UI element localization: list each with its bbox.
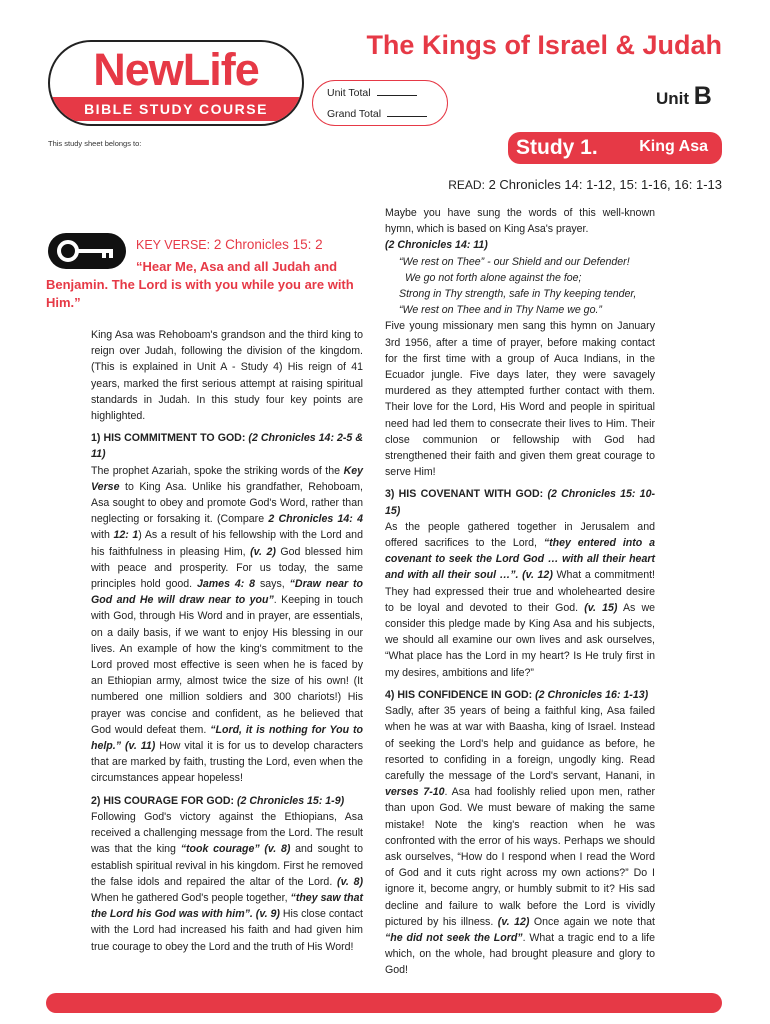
grand-total-field[interactable]: [387, 107, 427, 117]
unit-total-row: [327, 86, 417, 99]
missionary-paragraph: Five young missionary men sang this hymn on January 3rd 1956, after a time of prayer, before making contact for the first time with a group of Auca Indians, in the Ecuador jungle. Five days later, they were savagely murdered as they attempted further contact with them. Their love for the Lord, His Word and people in spiritual need had led them to consecrate their lives to Him. Their close communion or fellowship with God had strengthened their faith and given them great courage to serve Him!: [385, 320, 655, 479]
section-1-emph: 12: 1: [113, 529, 139, 542]
hymn-line: “We rest on Thee” - our Shield and our Defender!: [399, 255, 630, 268]
section-4-text: . What a tragic end to a life which, on the whole, had brought pleasure and glory to God!: [385, 931, 655, 977]
section-1-ref: (2 Chronicles 14: 2-5 & 11): [91, 432, 364, 461]
grand-total-row: [327, 107, 427, 120]
section-1-text: ) As a result of his fellowship with the Lord and his faithfulness in pleasing Him,: [91, 529, 363, 558]
hymn-lines: [385, 254, 655, 319]
section-1: [91, 430, 363, 786]
section-4-emph: (v. 12): [497, 915, 530, 928]
section-3-text: As we consider this pledge made by King Asa and his subjects, we should all examine our own lives and ask ourselves, “What place has the Lord in my heart? Is He truly first in my desires, ambitions and life?”: [385, 601, 655, 679]
section-1-emph: James 4: 8: [196, 578, 256, 591]
page-title: The Kings of Israel & Judah: [366, 30, 722, 60]
key-verse-line-2: Benjamin. The Lord is with you while you are with Him.”: [46, 277, 354, 310]
section-1-emph: 2 Chronicles 14: 4: [268, 513, 363, 526]
section-2-text: and sought to establish spiritual revival in his kingdom. First he removed the false idols and repaired the altar of the Lord.: [91, 843, 363, 888]
section-4-text: Sadly, after 35 years of being a faithful king, Asa failed when he was at war with Baasha, king of Israel. Instead of seeking the Lord's help and guidance as before, he resorted to confiding in a foreign, ungodly king. Read carefully the message of the Lord's servant, Hanani, in: [385, 705, 655, 782]
section-4-emph: verses 7-10: [385, 786, 445, 799]
section-1-heading: 1) HIS COMMITMENT TO GOD:: [91, 432, 246, 445]
section-4-ref: (2 Chronicles 16: 1-13): [535, 688, 649, 701]
section-2: [91, 793, 363, 955]
study-banner: [508, 132, 722, 164]
section-3-text: As the people gathered together in Jerusalem and offered sacrifices to the Lord,: [385, 520, 655, 550]
unit-total-label: Unit Total: [327, 87, 371, 99]
section-2-text: When he gathered God's people together,: [91, 891, 288, 904]
section-4-heading: 4) HIS CONFIDENCE IN GOD:: [385, 688, 533, 701]
study-number: Study 1.: [516, 136, 598, 159]
section-3-heading: 3) HIS COVENANT WITH GOD:: [385, 488, 544, 501]
key-verse-text: [46, 258, 376, 312]
section-3-ref: (2 Chronicles 15: 10-15): [385, 488, 655, 517]
read-label: READ:: [448, 178, 485, 192]
totals-box: [312, 80, 448, 126]
section-1-emph: Key Verse: [91, 464, 363, 493]
section-4-text: Once again we note that: [533, 915, 655, 928]
hymn-intro: Maybe you have sung the words of this well-known hymn, which is based on King Asa's prayer.: [385, 207, 655, 236]
key-verse-heading: [136, 237, 323, 252]
intro-paragraph: King Asa was Rehoboam's grandson and the third king to reign over Judah, following the division of the kingdom. (This is explained in Unit A - Study 4) His reign of 41 years, marked the first serious attempt at raising spiritual standards in Judah. In this study four key points are highlighted.: [91, 329, 363, 423]
section-1-text: with: [91, 529, 110, 542]
section-4-text: . Asa had foolishly relied upon men, rather than upon God. We must beware of making the same mistake! Note the king's reaction when he was confronted with the error of his ways. Perhaps we should ask ourselves, “How do I respond when I read the Word of God and it cuts right across my own actions?” Do I ignore it, become angry, or humbly submit to it? His sad decline and failure to walk before the Lord is vividly pictured by his illness.: [385, 786, 655, 928]
logo-subtitle: BIBLE STUDY COURSE: [84, 101, 268, 117]
section-2-heading: 2) HIS COURAGE FOR GOD:: [91, 794, 235, 807]
section-1-text: to King Asa. Unlike his grandfather, Rehoboam, Asa sought to obey and promote God's Word, rather than neglecting or forsaking it. (Compare: [91, 480, 363, 526]
section-3-emph: (v. 15): [584, 601, 618, 614]
section-1-text: How vital it is for us to develop characters that are marked by faith, trusting the Lord, even when the circumstances appear hopeless!: [91, 740, 363, 785]
section-2-emph: “they saw that the Lord his God was with him”. (v. 9): [91, 891, 363, 921]
section-3-emph: “they entered into a covenant to seek the Lord God … with all their heart and with all their soul …”. (v. 12): [385, 537, 656, 582]
footer-bar: [46, 993, 722, 1013]
key-verse-line-1: “Hear Me, Asa and all Judah and: [136, 259, 338, 274]
key-verse-ref: 2 Chronicles 15: 2: [213, 237, 323, 252]
section-2-ref: (2 Chronicles 15: 1-9): [236, 794, 345, 807]
section-2-text: His close contact with the Lord had increased his faith and had given him true courage to obey the Lord and the truth of His Word!: [91, 908, 363, 953]
unit-letter: B: [693, 82, 712, 110]
belongs-to-label: This study sheet belongs to:: [48, 139, 142, 148]
grand-total-label: Grand Total: [327, 108, 382, 120]
hymn-line: We go not forth alone against the foe;: [405, 271, 582, 284]
unit-total-field[interactable]: [377, 86, 417, 96]
section-2-text: Following God's victory against the Ethiopians, Asa received a challenging message from the Lord. The result was that the king: [91, 810, 363, 856]
right-column: [385, 205, 655, 979]
left-column: [91, 327, 363, 955]
section-1-emph: “Draw near to God and He will draw near to you”: [91, 578, 363, 607]
hymn-line: “We rest on Thee and in Thy Name we go.”: [399, 304, 602, 317]
section-1-text: The prophet Azariah, spoke the striking words of the: [91, 464, 341, 477]
logo-title: NewLife: [93, 44, 259, 95]
study-name: King Asa: [639, 138, 708, 155]
section-2-emph: “took courage” (v. 8): [180, 843, 291, 856]
section-3: [385, 486, 655, 680]
newlife-logo: [48, 40, 304, 126]
hymn-ref: (2 Chronicles 14: 11): [385, 239, 488, 252]
section-1-text: says,: [259, 578, 285, 591]
section-1-text: God blessed him with peace and prosperity. For us today, the same principles hold good.: [91, 545, 363, 591]
section-1-emph: (v. 2): [250, 545, 276, 558]
section-4: [385, 687, 655, 979]
key-verse-label: KEY VERSE:: [136, 238, 211, 252]
section-1-text: . Keeping in touch with God, through His Word and in prayer, are essentials, on a daily basis, if we want to enjoy His blessing in our lives. An example of how the king's commitment to the Lord proved most effective is seen when he is faced by an Ethiopian army, almost twice the size of his own! (It numbered one million soldiers and 300 chariots!) His prayer was concise and confident, as he believed that God would defeat them.: [91, 594, 364, 736]
read-text: 2 Chronicles 14: 1-12, 15: 1-16, 16: 1-13: [488, 177, 722, 192]
section-4-emph: “he did not seek the Lord”: [385, 931, 523, 944]
unit-indicator: [656, 82, 712, 111]
section-2-emph: (v. 8): [337, 875, 363, 888]
section-3-text: What a commitment! They had expressed their true and wholehearted desire to be loyal and devoted to their God.: [385, 569, 656, 614]
hymn-line: Strong in Thy strength, safe in Thy keeping tender,: [399, 288, 637, 301]
section-1-emph: “Lord, it is nothing for You to help.” (v. 11): [91, 723, 363, 753]
reading-reference: [398, 177, 722, 192]
unit-label: Unit: [656, 89, 690, 108]
